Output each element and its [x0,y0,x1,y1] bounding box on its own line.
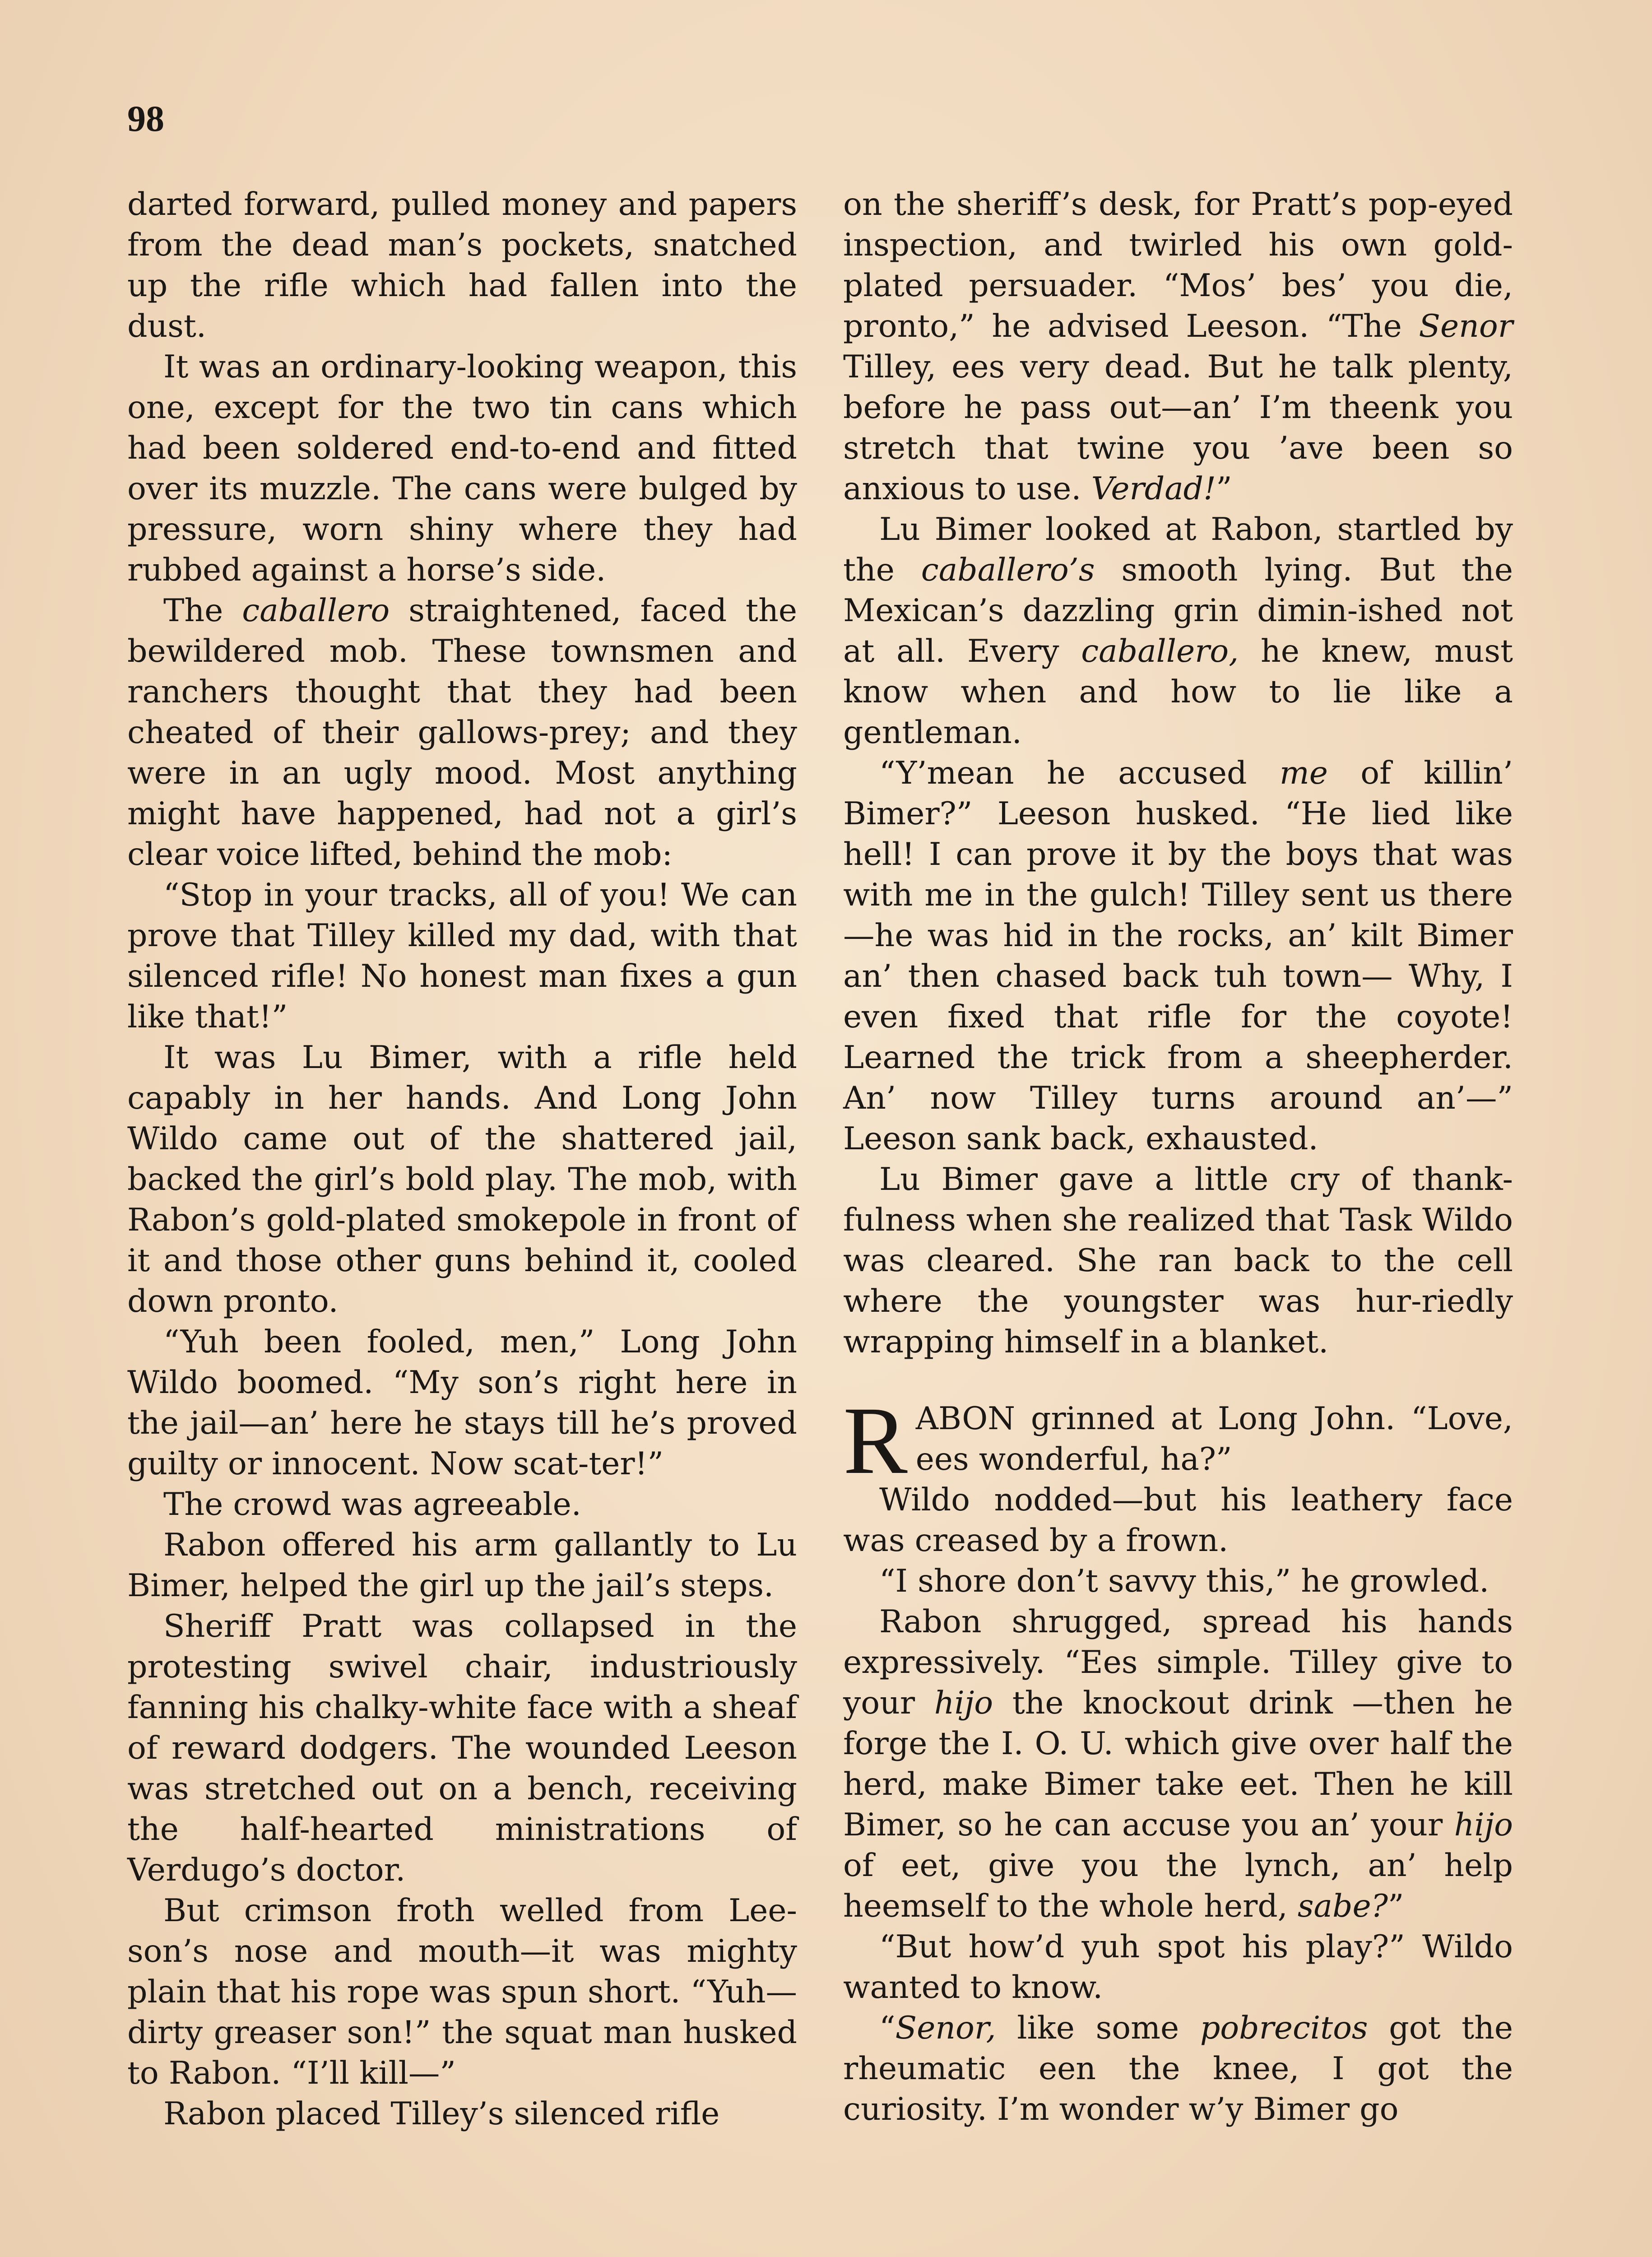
paragraph: The caballero straightened, faced the bewildered mob. These townsmen and ranchers thought that they had been cheated of their gallows-prey; and they were in an ugly mood. Most anything might have happened, had not a girl’s clear voice lifted, behind the mob: [127,592,798,873]
paragraph: The crowd was agreeable. [163,1486,581,1523]
paragraph: Rabon shrugged, spread his hands expressively. “Ees simple. Tilley give to your hijo the knockout drink —then he forge the I. O. U. which give over half the herd, make Bimer take eet. Then he kill Bimer, so he can accuse you an’ your hijo of eet, give you the lynch, an’ help heemself to the whole herd, sabe?” [843,1603,1513,1924]
paragraph: Sheriff Pratt was collapsed in the protesting swivel chair, industriously fanning his chalky-white face with a sheaf of reward dodgers. The wounded Leeson was stretched out on a bench, receiving the half-hearted ministrations of Verdugo’s doctor. [127,1608,797,1888]
paragraph: It was an ordinary-looking weapon, this one, except for the two tin cans which had been soldered end-to-end and fitted over its muzzle. The cans were bulged by pressure, worn shiny where they had rubbed against a horse’s side. [127,348,797,588]
paragraph: Rabon placed Tilley’s silenced rifle [163,2095,720,2132]
paragraph: RABON grinned at Long John. “Love, ees wonderful, ha?” [843,1387,1513,1494]
paragraph: on the sheriff’s desk, for Pratt’s pop-eyed inspection, and twirled his own gold-plated persuader. “Mos’ bes’ you die, pronto,” he advised Leeson. “The Senor Tilley, ees very dead. But he talk plenty, before he pass out—an’ I’m theenk you stretch that twine you ’ave been so anxious to use. Verdad!” [843,186,1513,507]
paragraph: “Yuh been fooled, men,” Long John Wildo boomed. “My son’s right here in the jail—an’ here he stays till he’s proved guilty or innocent. Now scat-ter!” [127,1324,797,1482]
paragraph: “I shore don’t savvy this,” he growled. [879,1563,1490,1599]
paragraph: “Y’mean he accused me of killin’ Bimer?” Leeson husked. “He lied like hell! I can prove it by the boys that was with me in the gulch! Tilley sent us there—he was hid in the rocks, an’ kilt Bimer an’ then chased back tuh town— Why, I even fixed that rifle for the coyote! Learned the trick from a sheepherder. An’ now Tilley turns around an’—” Leeson sank back, exhausted. [843,755,1513,1157]
paragraph: But crimson froth welled from Lee-son’s nose and mouth—it was mighty plain that his rope was spun short. “Yuh—dirty greaser son!” the squat man husked to Rabon. “I’ll kill—” [127,1892,797,2091]
right-text-column [843,184,1513,2130]
left-text-column [127,184,797,2134]
paragraph: “Senor, like some pobrecitos got the rheumatic een the knee, I got the curiosity. I’m wonder w’y Bimer go [843,2010,1513,2127]
paragraph: darted forward, pulled money and papers from the dead man’s pockets, snatched up the rifle which had fallen into the dust. [127,186,797,344]
paragraph: It was Lu Bimer, with a rifle held capably in her hands. And Long John Wildo came out of the shattered jail, backed the girl’s bold play. The mob, with Rabon’s gold-plated smokepole in front of it and those other guns behind it, cooled down pronto. [127,1039,797,1319]
paragraph: “Stop in your tracks, all of you! We can prove that Tilley killed my dad, with that silenced rifle! No honest man fixes a gun like that!” [127,877,797,1035]
page-number: 98 [127,98,164,139]
paragraph: Lu Bimer looked at Rabon, startled by the caballero’s smooth lying. But the Mexican’s dazzling grin dimin-ished not at all. Every caballero, he knew, must know when and how to lie like a gentleman. [843,511,1513,751]
paragraph: Lu Bimer gave a little cry of thank-fulness when she realized that Task Wildo was cleared. She ran back to the cell where the youngster was hur-riedly wrapping himself in a blanket. [843,1161,1513,1360]
paragraph: Rabon offered his arm gallantly to Lu Bimer, helped the girl up the jail’s steps. [127,1527,797,1604]
paragraph: “But how’d yuh spot his play?” Wildo wanted to know. [843,1928,1513,2006]
paragraph: Wildo nodded—but his leathery face was creased by a frown. [843,1481,1513,1559]
drop-cap: R [843,1387,908,1494]
